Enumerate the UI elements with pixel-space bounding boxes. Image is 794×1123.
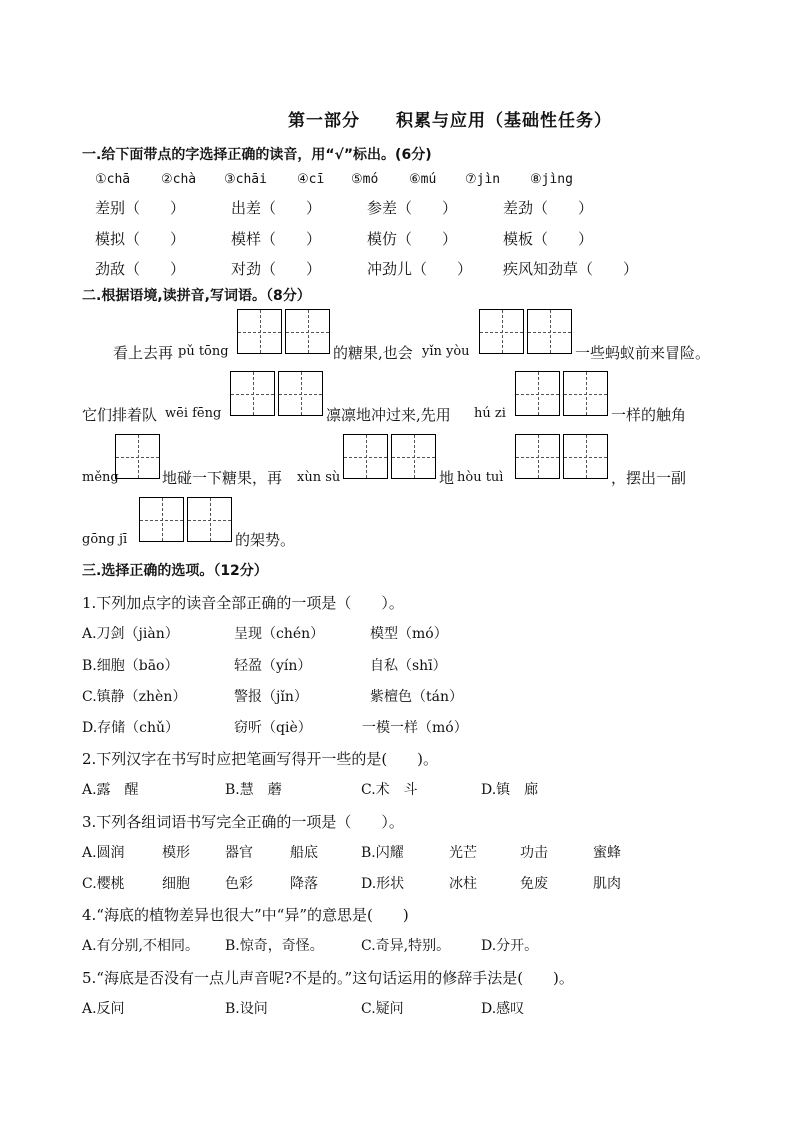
question-stem: 1.下列加点字的读音全部正确的一项是（ ）。 [82, 594, 404, 612]
option-d[interactable]: D.形状 [361, 876, 405, 892]
word: 色彩 [225, 876, 253, 892]
word: 器官 [225, 845, 253, 861]
pinyin: hú zi [474, 406, 506, 421]
pinyin: wēi fēng [165, 406, 222, 421]
section-3-heading: 三.选择正确的选项。（12分） [82, 563, 268, 579]
question-stem: 5.“海底是否没有一点儿声音呢?不是的。”这句话运用的修辞手法是( )。 [82, 969, 574, 987]
pinyin: yǐn yòu [422, 344, 470, 359]
option-c[interactable]: C.奇异,特别。 [361, 938, 451, 954]
word: 降落 [290, 876, 318, 892]
word: 肌肉 [593, 876, 621, 892]
pinyin: měng [82, 470, 119, 485]
writing-box[interactable] [285, 309, 330, 354]
question-stem: 2.下列汉字在书写时应把笔画写得开一些的是( )。 [82, 750, 439, 768]
word-answer[interactable]: 参差（ ） [367, 199, 458, 217]
question-stem: 4.“海底的植物差异也很大”中“异”的意思是( ) [82, 906, 409, 924]
word-answer[interactable]: 疾风知劲草（ ） [503, 260, 639, 278]
option-text: 自私（shī） [370, 658, 447, 674]
pinyin: hòu tuì [457, 470, 504, 485]
writing-box[interactable] [563, 371, 608, 416]
writing-box[interactable] [230, 371, 275, 416]
reading-option: ①chā [95, 172, 131, 187]
option-text: 警报（jǐn） [234, 689, 308, 705]
writing-box[interactable] [187, 497, 232, 542]
word: 蜜蜂 [593, 845, 621, 861]
option-c[interactable]: C.镇静（zhèn） [82, 689, 187, 705]
reading-option: ⑧jìng [530, 172, 573, 187]
option-a[interactable]: A.有分别,不相同。 [82, 938, 200, 954]
reading-option: ④cī [297, 172, 325, 187]
pinyin: xùn sù [297, 470, 341, 485]
word: 模形 [162, 845, 190, 861]
writing-box[interactable] [237, 309, 282, 354]
option-c[interactable]: C.术 斗 [361, 782, 418, 798]
writing-box[interactable] [115, 434, 160, 479]
passage-text: 地 [439, 469, 455, 487]
word-answer[interactable]: 劲敌（ ） [95, 260, 186, 278]
option-a[interactable]: A.圆润 [82, 845, 125, 861]
word: 免废 [520, 876, 548, 892]
word-answer[interactable]: 对劲（ ） [231, 260, 322, 278]
pinyin: pǔ tōng [178, 344, 229, 359]
passage-text: 的糖果,也会 [333, 344, 413, 362]
option-c[interactable]: C.疑问 [361, 1001, 404, 1017]
writing-box[interactable] [515, 371, 560, 416]
word-answer[interactable]: 差劲（ ） [503, 199, 594, 217]
writing-box[interactable] [479, 309, 524, 354]
word: 光芒 [449, 845, 477, 861]
word-answer[interactable]: 模板（ ） [503, 230, 594, 248]
passage-text: 一些蚂蚁前来冒险。 [575, 344, 711, 362]
passage-text: 凛凛地冲过来,先用 [326, 406, 451, 424]
reading-option: ⑦jìn [465, 172, 501, 187]
writing-box[interactable] [527, 309, 572, 354]
option-c[interactable]: C.樱桃 [82, 876, 125, 892]
passage-text: 地碰一下糖果，再 [162, 469, 283, 487]
word-answer[interactable]: 模拟（ ） [95, 230, 186, 248]
option-d[interactable]: D.感叹 [481, 1001, 525, 1017]
word: 冰柱 [449, 876, 477, 892]
passage-text: 一样的触角 [611, 406, 687, 424]
writing-box[interactable] [278, 371, 323, 416]
writing-box[interactable] [139, 497, 184, 542]
page-title: 第一部分 积累与应用（基础性任务） [288, 111, 612, 131]
option-text: 呈现（chén） [234, 626, 325, 642]
word-answer[interactable]: 差别（ ） [95, 199, 186, 217]
option-text: 窃听（qiè） [234, 720, 312, 736]
option-text: 紫檀色（tán） [370, 689, 463, 705]
pinyin: gōng jī [82, 532, 128, 547]
passage-text: 看上去再 [113, 344, 174, 362]
writing-box[interactable] [515, 434, 560, 479]
word: 细胞 [162, 876, 190, 892]
reading-option: ②chà [161, 172, 197, 187]
option-text: 轻盈（yín） [234, 658, 312, 674]
passage-text: 的架势。 [235, 531, 296, 549]
option-b[interactable]: B.设问 [225, 1001, 268, 1017]
writing-box[interactable] [343, 434, 388, 479]
word-answer[interactable]: 出差（ ） [231, 199, 322, 217]
word: 功击 [520, 845, 548, 861]
word: 船底 [290, 845, 318, 861]
section-2-heading: 二.根据语境,读拼音,写词语。（8分） [82, 288, 311, 304]
option-a[interactable]: A.反问 [82, 1001, 125, 1017]
option-a[interactable]: A.刀剑（jiàn） [82, 626, 179, 642]
option-a[interactable]: A.露 醒 [82, 782, 139, 798]
option-d[interactable]: D.分开。 [481, 938, 539, 954]
passage-text: 它们排着队 [82, 406, 158, 424]
writing-box[interactable] [563, 434, 608, 479]
writing-box[interactable] [391, 434, 436, 479]
option-text: 一模一样（mó） [362, 720, 468, 736]
passage-text: ，摆出一副 [611, 469, 687, 487]
section-1-heading: 一.给下面带点的字选择正确的读音，用“√”标出。(6分) [82, 147, 432, 163]
option-b[interactable]: B.慧 蘑 [225, 782, 282, 798]
option-b[interactable]: B.惊奇，奇怪。 [225, 938, 324, 954]
option-b[interactable]: B.闪耀 [361, 845, 404, 861]
word-answer[interactable]: 模仿（ ） [367, 230, 458, 248]
option-b[interactable]: B.细胞（bāo） [82, 658, 179, 674]
option-d[interactable]: D.存储（chǔ） [82, 720, 180, 736]
word-answer[interactable]: 模样（ ） [231, 230, 322, 248]
word-answer[interactable]: 冲劲儿（ ） [367, 260, 473, 278]
option-text: 模型（mó） [370, 626, 448, 642]
reading-option: ⑥mú [409, 172, 437, 187]
reading-option: ③chāi [224, 172, 267, 187]
reading-option: ⑤mó [351, 172, 379, 187]
option-d[interactable]: D.镇 廊 [481, 782, 539, 798]
question-stem: 3.下列各组词语书写完全正确的一项是（ ）。 [82, 813, 404, 831]
